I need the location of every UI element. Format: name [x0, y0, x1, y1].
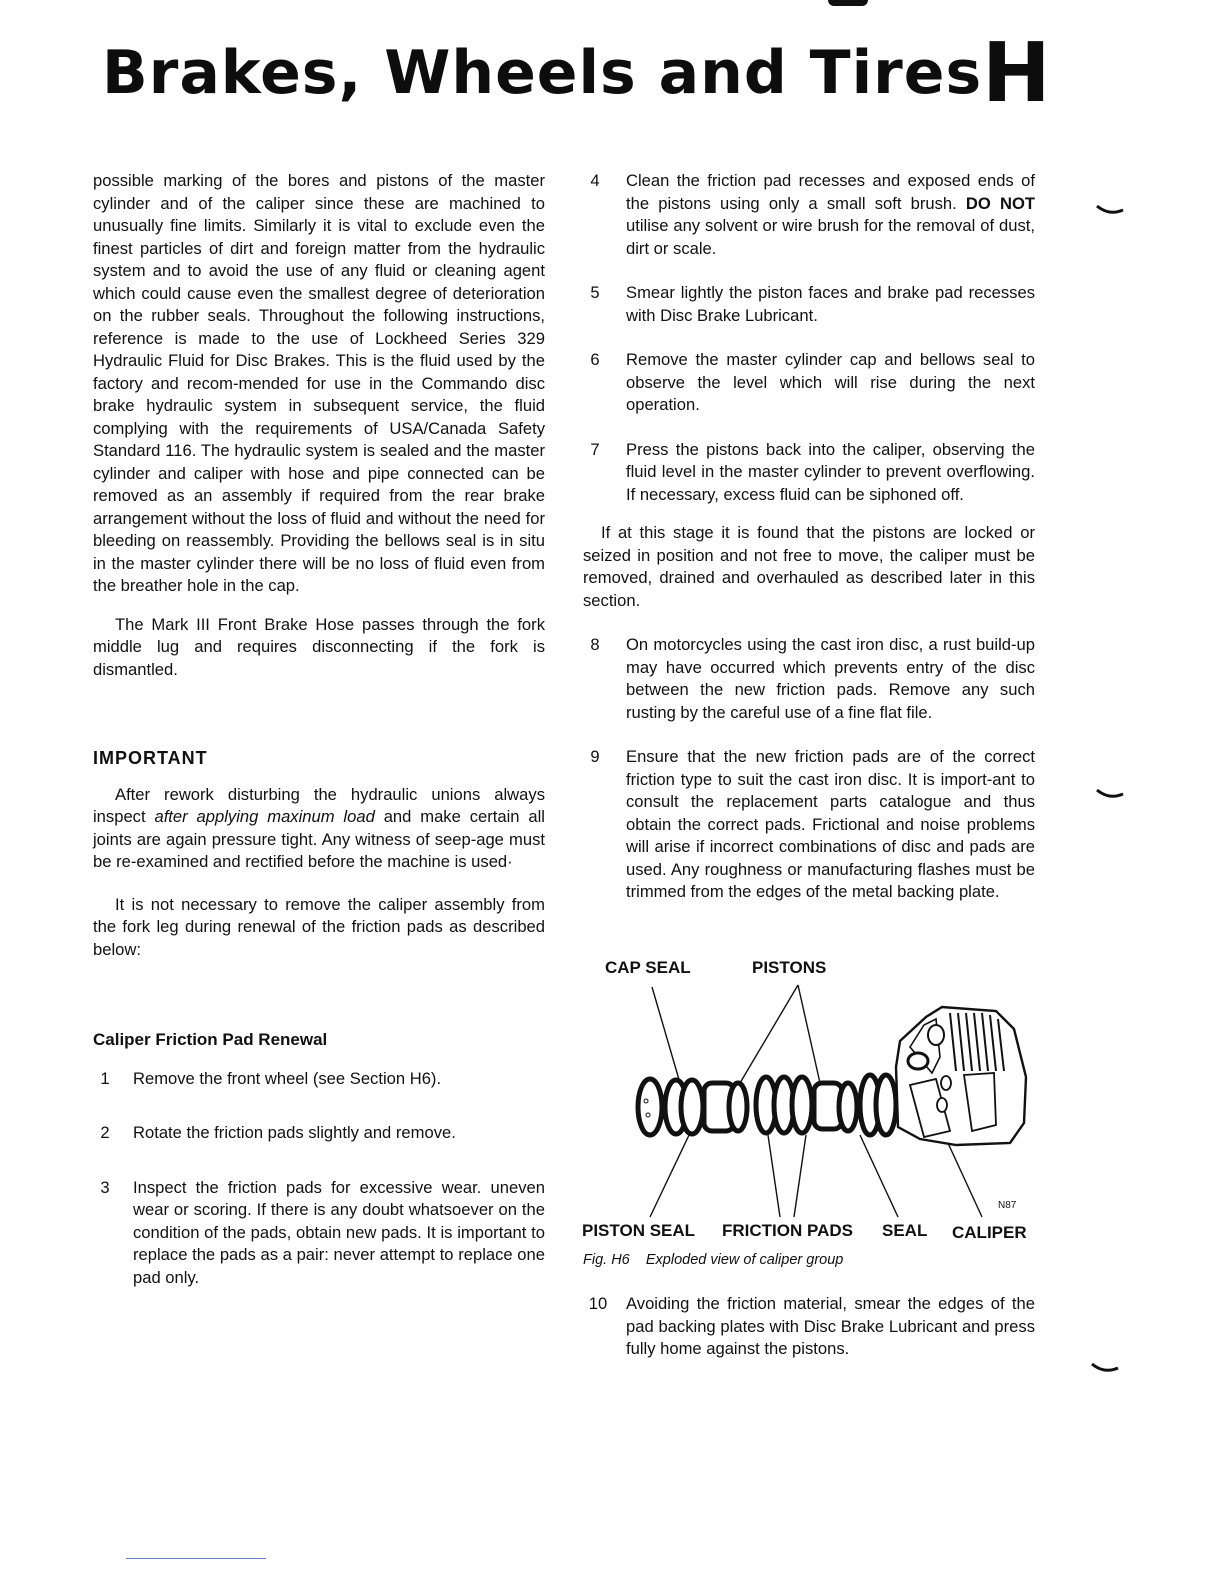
- label-cap-seal: CAP SEAL: [605, 958, 691, 977]
- label-caliper: CALIPER: [952, 1223, 1027, 1242]
- leader-seal: [860, 1135, 898, 1217]
- leader-cap-seal: [652, 987, 680, 1083]
- step-2: 2 Rotate the friction pads slightly and remove.: [100, 1123, 456, 1142]
- step-4: 4 Clean the friction pad recesses and exposed ends of the pistons using only a small soft brush. DO NOT utilise any solvent or wire brush for the removal of dust, dirt or scale.: [590, 171, 1036, 258]
- step-10: 10 Avoiding the friction material, smear the edges of the pad backing plates with Disc Brake Lubricant and press fully home against the pistons.: [588, 1294, 1035, 1358]
- locked-paragraph: If at this stage it is found that the pistons are locked or seized in position and not free to move, the caliper must be removed, drained and overhauled as described later in this section.: [583, 523, 1035, 610]
- figure-number: Fig. H6: [583, 1252, 630, 1268]
- right-column: [583, 170, 1035, 904]
- step-5: 5 Smear lightly the piston faces and brake pad recesses with Disc Brake Lubricant.: [590, 283, 1035, 325]
- do-not-emphasis: DO NOT: [965, 193, 1036, 213]
- page-title: Brakes, Wheels and Tires: [102, 38, 983, 108]
- figure-caption: [583, 1252, 843, 1268]
- scan-line: [126, 1558, 266, 1559]
- scan-mark: [1095, 200, 1125, 220]
- label-piston-seal: PISTON SEAL: [582, 1221, 696, 1240]
- intro-paragraph: possible marking of the bores and pistons of the master cylinder and of the caliper since these are machined to unusually fine limits. Similarly it is vital to exclude even the finest particles of dirt and foreign matter from the hydraulic system and to avoid the use of any fluid or cleaning agent which could cause even the smallest degree of deterioration on the rubber seals. Throughout the following instructions, reference is made to the use of Lockheed Series 329 Hydraulic Fluid for Disc Brakes. This is the fluid used by the factory and recom-mended for use in the Commando disc brake hydraulic system in subsequent service, the fluid complying with the requirements of USA/Canada Safety Standard 116. The hydraulic system is sealed and the master cylinder and caliper with hose and pipe connected can be removed as an assembly if required from the rear brake arrangement without the loss of fluid and without the need for bleeding on reassembly. Providing the bellows seal is in situ in the master cylinder there will be no loss of fluid even from the breather hole in the cap.: [93, 171, 545, 595]
- label-friction-pads: FRICTION PADS: [722, 1221, 853, 1240]
- leader-pistons-left: [740, 985, 798, 1083]
- figure-code: N87: [998, 1200, 1017, 1211]
- leader-pistons-right: [798, 985, 820, 1083]
- label-pistons: PISTONS: [752, 958, 827, 977]
- hose-paragraph: The Mark III Front Brake Hose passes through the fork middle lug and requires disconnecting if the fork is dismantled.: [93, 614, 545, 679]
- label-seal: SEAL: [882, 1221, 928, 1240]
- leader-friction-pad-b: [794, 1135, 806, 1217]
- leader-friction-pad-a: [768, 1135, 780, 1217]
- scan-mark: [828, 0, 868, 6]
- important-heading: IMPORTANT: [93, 748, 208, 768]
- piston-stack: [665, 1075, 896, 1135]
- exploded-caliper-drawing: [580, 955, 1040, 1255]
- important-paragraph: After rework disturbing the hydraulic unions always inspect after applying maxinum load and make certain all joints are again pressure tight. Any witness of seep-age must be re-examined and rectified before the machine is used·: [93, 784, 545, 871]
- section-letter: H: [982, 26, 1051, 121]
- scan-mark: [1095, 784, 1125, 804]
- leader-piston-seal: [650, 1133, 690, 1217]
- caliper-note-paragraph: It is not necessary to remove the caliper assembly from the fork leg during renewal of the friction pads as described below:: [93, 894, 545, 959]
- left-column: [93, 170, 545, 1289]
- step-8: 8 On motorcycles using the cast iron disc, a rust build-up may have occurred which prevents entry of the disc between the new friction pads. Remove any such rusting by the careful use of a fine flat file.: [590, 635, 1035, 722]
- step-6: 6 Remove the master cylinder cap and bellows seal to observe the level which will rise during the next operation.: [590, 350, 1035, 414]
- step-3: 3 Inspect the friction pads for excessive wear. uneven wear or scoring. If there is any doubt whatsoever on the condition of the pads, obtain new pads. It is important to replace the pads as a pair: never attempt to replace one pad only.: [100, 1177, 545, 1287]
- important-emphasis: after applying maxinum load: [154, 807, 375, 826]
- caliper-body: [896, 1007, 1026, 1145]
- cap-seal-ring: [638, 1079, 662, 1135]
- scan-mark: [1090, 1358, 1120, 1378]
- caliper-figure: [580, 955, 1040, 1285]
- section-heading: Caliper Friction Pad Renewal: [93, 1030, 328, 1049]
- step-7: 7 Press the pistons back into the caliper, observing the fluid level in the master cylinder to prevent overflowing. If necessary, excess fluid can be siphoned off.: [590, 439, 1035, 504]
- figure-caption-text: Exploded view of caliper group: [645, 1252, 844, 1268]
- step-1: 1 Remove the front wheel (see Section H6).: [100, 1068, 442, 1088]
- step-9: 9 Ensure that the new friction pads are of the correct friction type to suit the cast iron disc. It is import-ant to consult the replacement parts catalogue and thus obtain the correct pads. Frictional and noise problems will arise if incorrect combinations of disc and pads are used. Any roughness or manufacturing flashes must be trimmed from the edges of the metal backing plate.: [590, 747, 1035, 901]
